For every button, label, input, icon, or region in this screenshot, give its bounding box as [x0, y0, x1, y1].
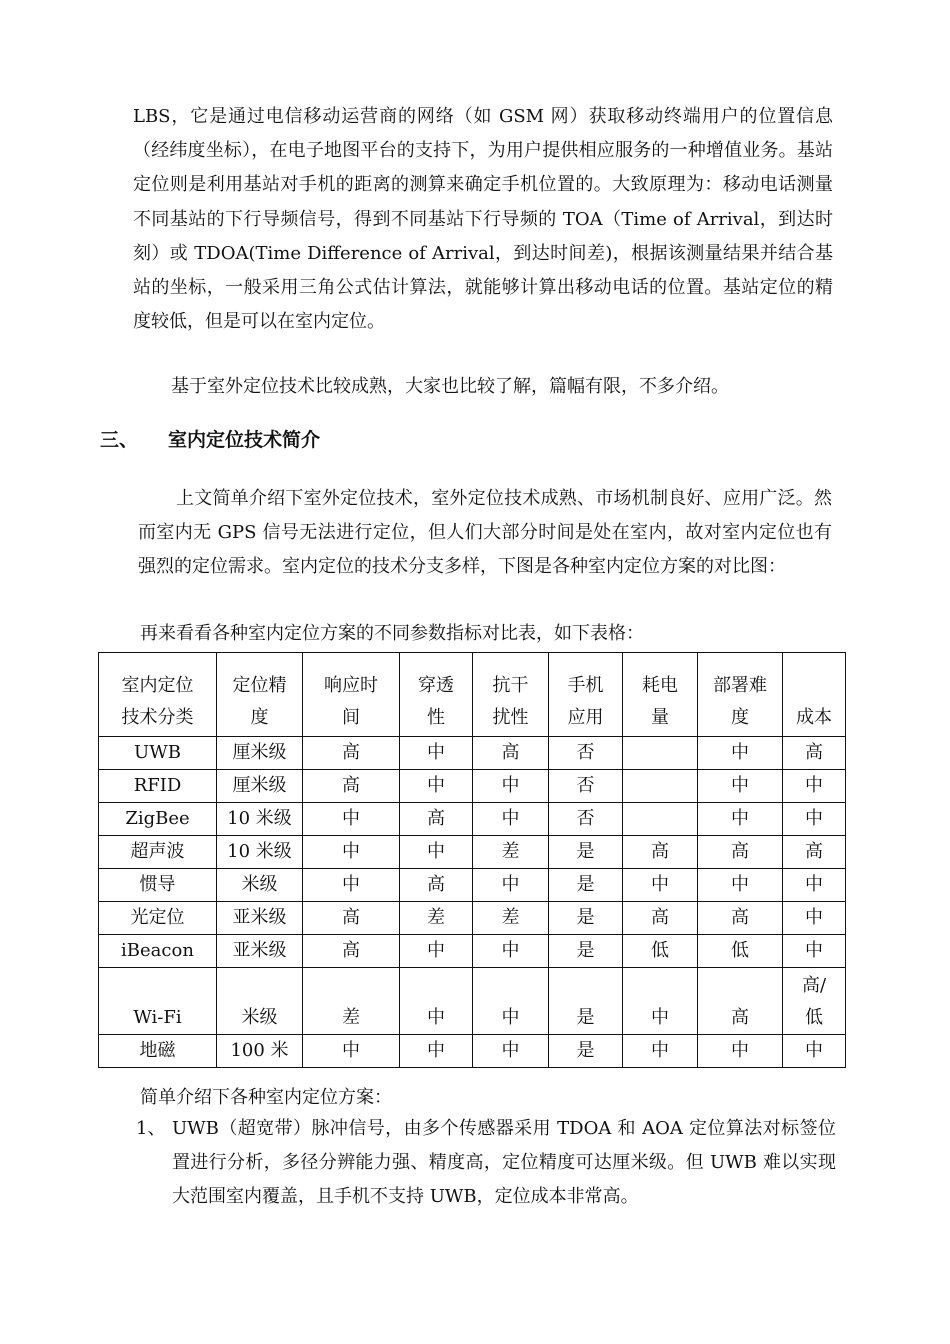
- table-cell: 中: [473, 1035, 549, 1068]
- table-row: [99, 1035, 846, 1068]
- table-cell: 中: [783, 770, 846, 803]
- table-cell: 低: [698, 935, 783, 968]
- table-cell: 高: [303, 737, 400, 770]
- table-cell: 中: [400, 770, 473, 803]
- table-cell: 光定位: [99, 902, 217, 935]
- table-cell: 中: [473, 869, 549, 902]
- table-cell: [623, 770, 698, 803]
- table-row: [99, 935, 846, 968]
- header-line: 应用: [567, 707, 604, 728]
- table-cell: 高: [698, 902, 783, 935]
- table-cell: 中: [303, 836, 400, 869]
- table-cell: 超声波: [99, 836, 217, 869]
- table-header-cell: [783, 653, 846, 737]
- table-cell: 是: [549, 836, 623, 869]
- header-line: 成本: [796, 707, 832, 728]
- table-cell: [623, 737, 698, 770]
- list-item: [136, 1112, 836, 1215]
- table-row: [99, 737, 846, 770]
- table-cell: 高: [783, 737, 846, 770]
- intro-paragraph: LBS，它是通过电信移动运营商的网络（如 GSM 网）获取移动终端用户的位置信息（经纬度坐标），在电子地图平台的支持下，为用户提供相应服务的一种增值业务。基站定位则是利用基站对手机的距离的测算来确定手机位置的。大致原理为：移动电话测量不同基站的下行导频信号，得到不同基站下行导频的 TOA（Time of Arrival，到达时刻）或 TDOA(Time Difference of Arrival，到达时间差)，根据该测量结果并结合基站的坐标，一般采用三角公式估计算法，就能够计算出移动电话的位置。基站定位的精度较低，但是可以在室内定位。: [133, 106, 833, 333]
- table-cell: 米级: [217, 968, 303, 1035]
- table-cell: 高/ 低: [783, 968, 846, 1035]
- header-line: [785, 670, 843, 702]
- table-cell: 厘米级: [217, 737, 303, 770]
- header-line: 穿透: [418, 675, 454, 696]
- header-line: 手机: [567, 675, 604, 696]
- table-cell: UWB: [99, 737, 217, 770]
- table-cell: 中: [698, 803, 783, 836]
- table-cell: 中: [400, 1035, 473, 1068]
- table-cell: 差: [400, 902, 473, 935]
- table-header-cell: [303, 653, 400, 737]
- table-cell: 是: [549, 902, 623, 935]
- outdoor-summary-paragraph: 基于室外定位技术比较成熟，大家也比较了解，篇幅有限，不多介绍。: [171, 376, 729, 397]
- table-cell: 中: [473, 770, 549, 803]
- table-cell: 中: [473, 935, 549, 968]
- table-cell: 10 米级: [217, 803, 303, 836]
- table-header-cell: [623, 653, 698, 737]
- table-header-cell: [217, 653, 303, 737]
- header-line: 耗电: [642, 675, 678, 696]
- header-line: 量: [651, 707, 669, 728]
- table-cell: 高: [623, 836, 698, 869]
- table-cell: 高: [303, 935, 400, 968]
- table-cell: 亚米级: [217, 902, 303, 935]
- table-cell: iBeacon: [99, 935, 217, 968]
- table-cell: 低: [623, 935, 698, 968]
- header-line: 响应时: [324, 675, 378, 696]
- section-title: 室内定位技术简介: [168, 429, 321, 451]
- scheme-intro-text: 简单介绍下各种室内定位方案：: [140, 1087, 392, 1108]
- header-line: 定位精: [232, 675, 287, 696]
- table-cell: 中: [303, 1035, 400, 1068]
- table-cell: [623, 803, 698, 836]
- header-line: 扰性: [492, 707, 529, 728]
- table-header-cell: [99, 653, 217, 737]
- table-cell: 厘米级: [217, 770, 303, 803]
- table-cell: 100 米: [217, 1035, 303, 1068]
- table-intro-text: 再来看看各种室内定位方案的不同参数指标对比表，如下表格：: [140, 623, 644, 644]
- table-cell: 中: [698, 770, 783, 803]
- table-cell: 中: [400, 968, 473, 1035]
- table-cell: 中: [473, 803, 549, 836]
- table-cell: RFID: [99, 770, 217, 803]
- header-line: 性: [427, 707, 445, 728]
- table-cell: 中: [623, 869, 698, 902]
- table-cell: 否: [549, 737, 623, 770]
- table-cell: ZigBee: [99, 803, 217, 836]
- table-cell: 差: [473, 836, 549, 869]
- table-cell: 中: [698, 737, 783, 770]
- table-cell: 中: [400, 836, 473, 869]
- list-item-text: UWB（超宽带）脉冲信号，由多个传感器采用 TDOA 和 AOA 定位算法对标签位置进行分析，多径分辨能力强、精度高，定位精度可达厘米级。但 UWB 难以实现大范围室内覆盖，且手机不支持 UWB，定位成本非常高。: [172, 1118, 836, 1208]
- table-cell: 否: [549, 803, 623, 836]
- table-row: [99, 836, 846, 869]
- table-cell: 中: [783, 935, 846, 968]
- table-cell: 米级: [217, 869, 303, 902]
- table-cell: 高: [783, 836, 846, 869]
- table-cell: 中: [783, 1035, 846, 1068]
- table-cell: 10 米级: [217, 836, 303, 869]
- table-cell: 中: [303, 803, 400, 836]
- table-cell: 是: [549, 968, 623, 1035]
- table-cell: 是: [549, 869, 623, 902]
- table-cell: 中: [400, 737, 473, 770]
- table-cell: 差: [473, 902, 549, 935]
- table-cell: 地磁: [99, 1035, 217, 1068]
- table-row: [99, 968, 846, 1035]
- table-cell: 中: [623, 1035, 698, 1068]
- table-cell: 中: [623, 968, 698, 1035]
- header-line: 抗干: [492, 675, 529, 696]
- table-cell: 差: [303, 968, 400, 1035]
- table-cell: 是: [549, 935, 623, 968]
- table-cell: 惯导: [99, 869, 217, 902]
- table-cell: 中: [400, 935, 473, 968]
- section-heading: [100, 425, 320, 452]
- table-row: [99, 770, 846, 803]
- table-cell: 中: [473, 968, 549, 1035]
- table-cell: 中: [783, 869, 846, 902]
- table-cell: 高: [303, 902, 400, 935]
- table-cell: 中: [698, 869, 783, 902]
- table-header-cell: [698, 653, 783, 737]
- header-line: 技术分类: [121, 707, 194, 728]
- table-header-cell: [473, 653, 549, 737]
- section-number: 三、: [100, 429, 139, 451]
- table-cell: Wi-Fi: [99, 968, 217, 1035]
- list-marker: 1、: [136, 1118, 166, 1139]
- table-cell: 中: [698, 1035, 783, 1068]
- table-row: [99, 803, 846, 836]
- table-cell: 高: [400, 803, 473, 836]
- table-cell: 中: [303, 869, 400, 902]
- table-cell: 高: [698, 836, 783, 869]
- table-cell: 高: [698, 968, 783, 1035]
- table-cell: 亚米级: [217, 935, 303, 968]
- table-cell: 中: [783, 902, 846, 935]
- header-line: 室内定位: [121, 675, 194, 696]
- table-cell: 否: [549, 770, 623, 803]
- table-cell: 高: [303, 770, 400, 803]
- table-row: [99, 902, 846, 935]
- table-body: [99, 653, 846, 1068]
- header-line: 部署难: [713, 675, 767, 696]
- table-cell: 中: [783, 803, 846, 836]
- table-row: [99, 869, 846, 902]
- table-header-row: [99, 653, 846, 737]
- table-cell: 高: [623, 902, 698, 935]
- header-line: 度: [250, 707, 269, 728]
- comparison-table: [98, 652, 846, 1068]
- header-line: 度: [731, 707, 749, 728]
- table-cell: 高: [473, 737, 549, 770]
- table-cell: 高: [400, 869, 473, 902]
- table-header-cell: [549, 653, 623, 737]
- table-header-cell: [400, 653, 473, 737]
- header-line: 间: [342, 707, 360, 728]
- indoor-intro-paragraph: 上文简单介绍下室外定位技术，室外定位技术成熟、市场机制良好、应用广泛。然而室内无 GPS 信号无法进行定位，但人们大部分时间是处在室内，故对室内定位也有强烈的定位需求。室内定位的技术分支多样，下图是各种室内定位方案的对比图：: [138, 488, 832, 578]
- table-cell: 是: [549, 1035, 623, 1068]
